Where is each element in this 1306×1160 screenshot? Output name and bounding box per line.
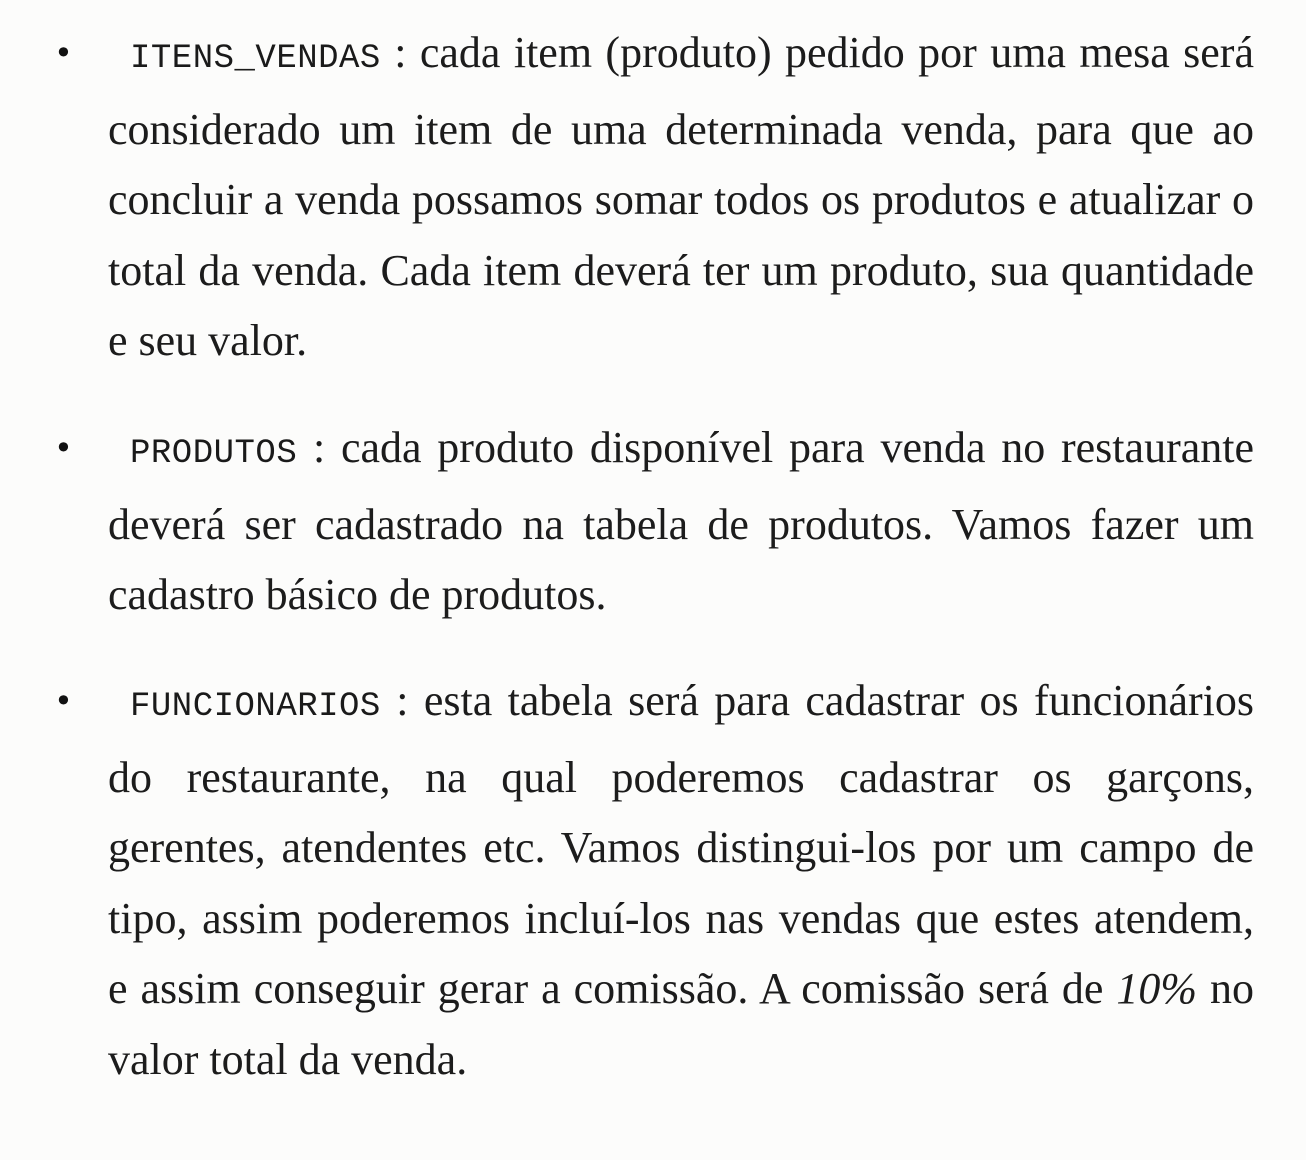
bullet-item-itens-vendas bbox=[54, 18, 1254, 377]
table-name-produtos: PRODUTOS bbox=[130, 435, 298, 473]
item-description-end: no valor total da venda. bbox=[108, 964, 1255, 1084]
item-description: : cada item (produto) pedido por uma mesa será considerado um item de uma determinada venda, para que ao concluir a venda possamos somar todos os produtos e atualizar o total da venda. Cada item deverá ter um produto, sua quantidade e seu valor. bbox=[108, 28, 1254, 365]
item-description: : cada produto disponível para venda no restaurante deverá ser cadastrado na tabela de produtos. Vamos fazer um cadastro básico de produtos. bbox=[108, 423, 1254, 619]
bullet-item-funcionarios bbox=[54, 666, 1255, 1095]
table-name-itens-vendas: ITENS_VENDAS bbox=[130, 40, 381, 78]
bullet-icon: • bbox=[54, 682, 73, 720]
bullet-item-produtos bbox=[54, 413, 1254, 631]
bullet-icon: • bbox=[54, 429, 73, 467]
bullet-icon: • bbox=[54, 34, 73, 72]
item-description: : esta tabela será para cadastrar os funcionários do restaurante, na qual poderemos cadastrar os garçons, gerentes, atendentes etc. Vamos distingui-los por um campo de tipo, assim poderemos incluí-los nas vendas que estes atendem, e assim conseguir gerar a comissão. A comissão será de bbox=[108, 676, 1254, 1013]
table-name-funcionarios: FUNCIONARIOS bbox=[130, 688, 381, 726]
commission-percentage: 10% bbox=[1116, 964, 1198, 1013]
